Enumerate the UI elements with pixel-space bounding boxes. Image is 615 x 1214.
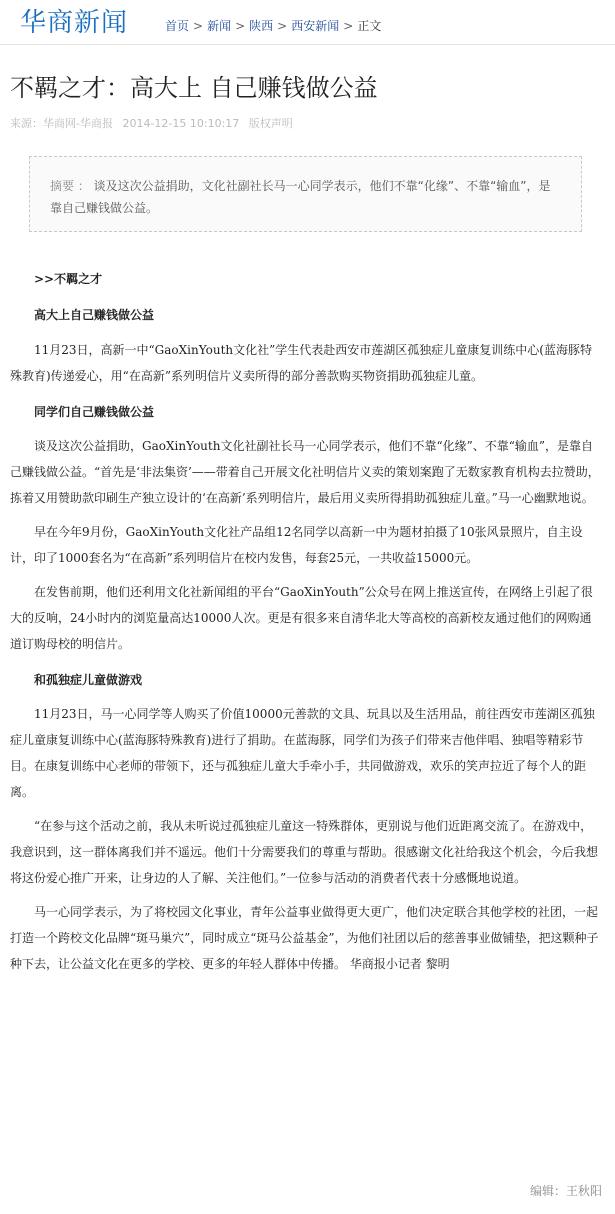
breadcrumb-shaanxi-link[interactable]: 陕西 (249, 19, 274, 33)
summary-text: 谈及这次公益捐助，文化社副社长马一心同学表示，他们不靠“化缘”、不靠“输血”，是靠自己赚钱做公益。 (50, 179, 551, 215)
breadcrumb-current: 正文 (357, 19, 382, 33)
section-heading-1: 高大上自己赚钱做公益 (34, 308, 155, 322)
breadcrumb-news-link[interactable]: 新闻 (207, 19, 232, 33)
article-source[interactable]: 来源：华商网-华商报 (10, 117, 113, 130)
paragraph-5: 11月23日，马一心同学等人购买了价值10000元善款的文具、玩具以及生活用品，前往西安市莲湖区孤独症儿童康复训练中心(蓝海豚特殊教育)进行了捐助。在蓝海豚，同学们为孩子们带来吉他伴唱、独唱等精彩节目。在康复训练中心老师的带领下，还与孤独症儿童大手牵小手，共同做游戏，欢乐的笑声拉近了每个人的距离。 (10, 707, 595, 799)
article-summary (29, 156, 582, 232)
summary-label: 摘要 ： (50, 179, 90, 193)
breadcrumb-separator: > (235, 19, 246, 33)
paragraph-3: 早在今年9月份，GaoXinYouth文化社产品组12名同学以高新一中为题材拍摄了10张风景照片，自主设计，印了1000套名为“在高新”系列明信片在校内发售，每套25元，一共收益15000元。 (10, 525, 583, 565)
site-header (0, 0, 615, 44)
article-body (10, 266, 602, 977)
breadcrumb (165, 17, 381, 34)
breadcrumb-separator: > (193, 19, 204, 33)
paragraph-4: 在发售前期，他们还利用文化社新闻组的平台“GaoXinYouth”公众号在网上推送宣传，在网络上引起了很大的反响，24小时内的浏览量高达10000人次。更是有很多来自清华北大等高校的高新校友通过他们的网购通道订购母校的明信片。 (10, 585, 593, 651)
article-meta (10, 115, 299, 131)
copyright-link[interactable]: 版权声明 (248, 117, 293, 130)
paragraph-1: 11月23日，高新一中“GaoXinYouth文化社”学生代表赴西安市莲湖区孤独症儿童康复训练中心(蓝海豚特殊教育)传递爱心，用“在高新”系列明信片义卖所得的部分善款购买物资捐助孤独症儿童。 (10, 343, 592, 383)
breadcrumb-home-link[interactable]: 首页 (165, 19, 190, 33)
section-heading-main: >>不羁之才 (34, 272, 103, 286)
article-editor: 编辑：王秋阳 (529, 1184, 602, 1198)
breadcrumb-separator: > (277, 19, 288, 33)
header-divider (0, 44, 615, 45)
section-heading-2: 同学们自己赚钱做公益 (34, 405, 155, 419)
article-datetime: 2014-12-15 10:10:17 (122, 117, 240, 130)
breadcrumb-separator: > (343, 19, 354, 33)
paragraph-2: 谈及这次公益捐助，GaoXinYouth文化社副社长马一心同学表示，他们不靠“化缘”、不靠“输血”，是靠自己赚钱做公益。“首先是‘非法集资’——带着自己开展文化社明信片义卖的策划案跑了无数家教育机构去拉赞助，拣着又用赞助款印刷生产独立设计的‘在高新’系列明信片，最后用义卖所得捐助孤独症儿童。”马一心幽默地说。 (10, 439, 600, 505)
paragraph-6: “在参与这个活动之前，我从未听说过孤独症儿童这一特殊群体，更别说与他们近距离交流了。在游戏中，我意识到，这一群体离我们并不遥远。他们十分需要我们的尊重与帮助。很感谢文化社给我这个机会，今后我想将这份爱心推广开来，让身边的人了解、关注他们。”一位参与活动的消费者代表十分感慨地说道。 (10, 819, 599, 885)
paragraph-7: 马一心同学表示，为了将校园文化事业，青年公益事业做得更大更广，他们决定联合其他学校的社团，一起打造一个跨校文化品牌“斑马巢穴”，同时成立“斑马公益基金”，为他们社团以后的慈善事业做铺垫，把这颗种子种下去，让公益文化在更多的学校、更多的年轻人群体中传播。 华商报小记者 黎明 (10, 905, 599, 971)
breadcrumb-xian-link[interactable]: 西安新闻 (291, 19, 340, 33)
site-logo[interactable]: 华商新闻 (20, 8, 129, 38)
section-heading-3: 和孤独症儿童做游戏 (34, 673, 143, 687)
article-title: 不羁之才：高大上 自己赚钱做公益 (10, 74, 378, 102)
